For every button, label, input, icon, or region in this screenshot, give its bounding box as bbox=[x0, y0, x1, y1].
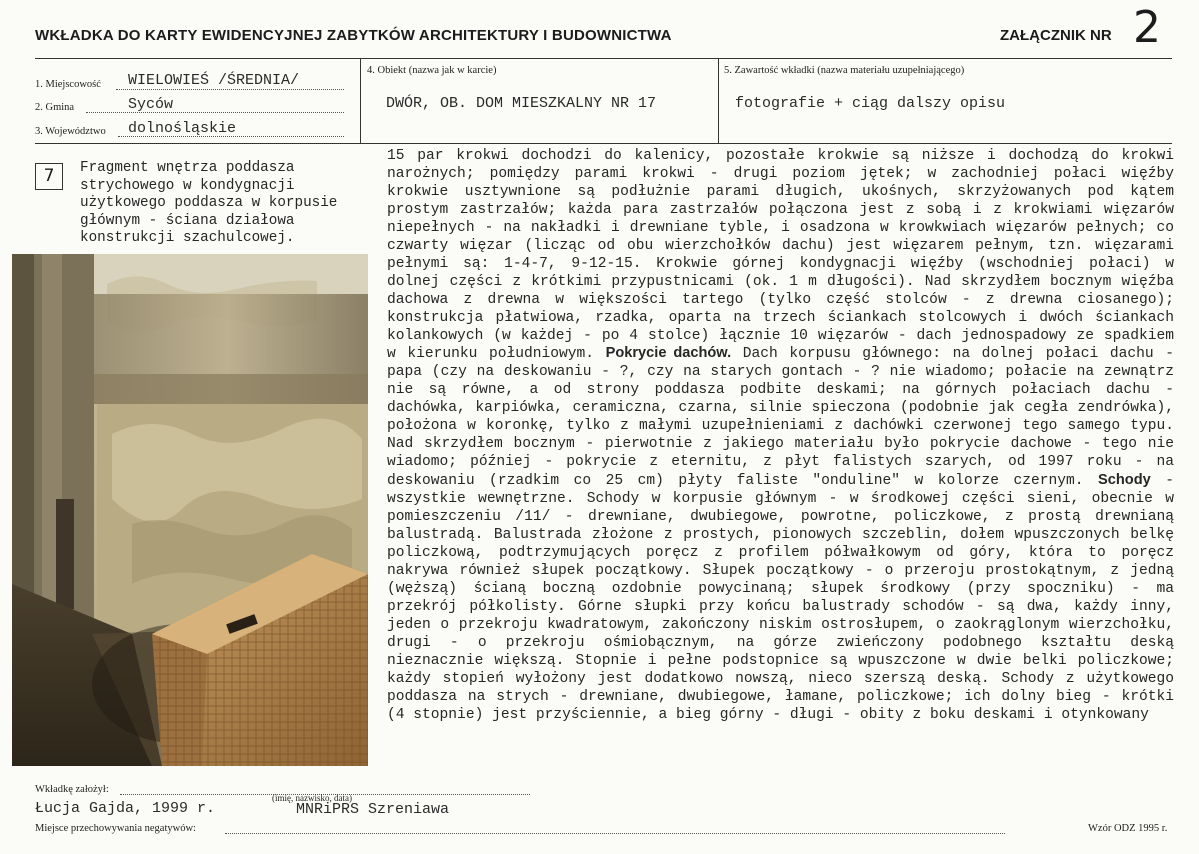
paragraph-rafters: 15 par krokwi dochodzi do kalenicy, pozostałe krokwie są niższe i dochodzą do krokwi narożnych; pomiędzy parami krokwi - drugi poziom jętek; w zachodniej połaci więźby krokwie usztywnione są podłużnie parami długich, ukośnych, skrzyżowanych pod kątem prostym zastrzałów; każda para zastrzałów połączona jest z sobą i z krokwiami więzarów niepełnych - na nakładki i drewniane tyble, i osadzona w krowkwiach więzarów pełnych; co czwarty więzar (licząc od obu wierzchołków dachu) jest więzarem pełnym, tzn. więzarami pełnymi są: 1-4-7, 9-12-15. Krokwie górnej kondygnacji więźby (wschodniej połaci) w dolnej części z krótkimi przypustnicami (ok. 1 m długości). Nad skrzydłem bocznym więźba dachowa z drewna w większości tartego (tylko część stolców - z drewna ciosanego); konstrukcja płatwiowa, rzadka, oparta na trzech ściankach stolcowych i dwóch ściankach kolankowych (w każdej - po 4 stolce) łącznie 10 więzarów - dach jednospadowy ze spadkiem w kierunku południowym. bbox=[387, 148, 1174, 363]
negatives-value: MNRiPRS Szreniawa bbox=[296, 801, 450, 818]
attachment-label: ZAŁĄCZNIK NR bbox=[1000, 27, 1112, 44]
paragraph-stairs: - wszystkie wewnętrzne. Schody w korpusie głównym - w środkowej części sieni, obecnie w pomieszczeniu /11/ - drewniane, dwubiegowe, powrotne, policzkowe, z prostą drewnianą balustradą. Balustrada złożone z prostych, pionowych szczeblin, dołem wpuszczonych belkę policzkową, podtrzymujących poręcz z profilem półwałkowym od góry, która to poręcz nakrywa również słupek początkowy. Słupek początkowy - o przeroju prostokątnym, z jedną (węższą) ścianą boczną ozdobnie powycinaną; słupek środkowy (przy spoczniku) - ma przekrój półkolisty. Górne słupki przy końcu balustrady schodów - są dwa, każdy inny, jeden o przekroju kwadratowym, zakończony niskim ostrosłupem, o zaokrąglonym wierzchołku, drugi - o przekroju ośmiobącznym, na górze zwieńczony podobnego kształtu deską nieznacznie większą. Stopnie i pełne podstopnice są wpuszczone w dwie belki policzkowe; każdy stopień wyłożony jest dodatkowo nowszą, nieco szerszą deską. Schody z użytkowego poddasza na strych - drewniane, dwubiegowe, łamane, policzkowe; ich dolny bieg - krótki (4 stopnie) jest przyściennie, a bieg górny - długi - obity z boku deskami i otynkowany bbox=[387, 473, 1174, 723]
author-hint: (imię, nazwisko, data) bbox=[272, 793, 352, 803]
heading-stairs: Schody bbox=[1098, 472, 1151, 489]
author-label: Wkładkę założył: bbox=[35, 784, 109, 795]
paragraph-roof-covering: Dach korpusu głównego: na dolnej połaci dachu - papa (czy na deskowaniu - ?, czy na starych gontach - ? nie wiadomo; połacie na zewnątrz nie są równe, a od strony poddasza podbite deskami; na górnych połaciach dachu - dachówka, karpiówka, ceramiczna, czarna, silnie spieczona (podobnie jak cegła zendrówka), położona w koronkę, tylko z małymi uzupełnieniami z dachówki czerwonej tego samego typu. Nad skrzydłem bocznym - pierwotnie z jakiego materiału było pokrycie dachowe - tego nie wiadomo; później - pokrycie z eternitu, z płyt falistych szarych, od 1997 roku - na deskowaniu (rzadkim co 25 cm) płyty faliste "onduline" w kolorze czernym. bbox=[387, 346, 1174, 490]
miejscowosc-value: WIELOWIEŚ /ŚREDNIA/ bbox=[128, 72, 300, 89]
wojewodztwo-value: dolnośląskie bbox=[128, 120, 237, 137]
negatives-label: Miejsce przechowywania negatywów: bbox=[35, 823, 196, 834]
form-code: Wzór ODZ 1995 r. bbox=[1088, 823, 1168, 834]
obiekt-value: DWÓR, OB. DOM MIESZKALNY NR 17 bbox=[386, 95, 657, 112]
gmina-value: Syców bbox=[128, 96, 174, 113]
heading-roof-covering: Pokrycie dachów. bbox=[605, 345, 732, 362]
form-title: WKŁADKA DO KARTY EWIDENCYJNEJ ZABYTKÓW ARCHITEKTURY I BUDOWNICTWA bbox=[35, 27, 672, 44]
attachment-number: 2 bbox=[1133, 2, 1161, 53]
description-continuation bbox=[387, 148, 1174, 725]
column-divider-1 bbox=[360, 59, 361, 143]
header-rule-bottom bbox=[35, 143, 1172, 144]
obiekt-label: 4. Obiekt (nazwa jak w karcie) bbox=[367, 65, 497, 76]
gmina-label: 2. Gmina bbox=[35, 102, 75, 113]
interior-photo bbox=[12, 254, 368, 766]
author-value: Łucja Gajda, 1999 r. bbox=[35, 800, 216, 817]
miejscowosc-line bbox=[116, 89, 344, 90]
zawartosc-label: 5. Zawartość wkładki (nazwa materiału uzupełniającego) bbox=[724, 65, 965, 76]
header-rule-top bbox=[35, 58, 1172, 59]
zawartosc-value: fotografie + ciąg dalszy opisu bbox=[735, 95, 1006, 112]
column-divider-2 bbox=[718, 59, 719, 143]
wojewodztwo-label: 3. Województwo bbox=[35, 126, 106, 137]
negatives-line bbox=[225, 833, 1005, 834]
gmina-line bbox=[86, 112, 344, 113]
miejscowosc-label: 1. Miejscowość bbox=[35, 79, 101, 90]
photo-number: 7 bbox=[35, 163, 63, 190]
photo-caption: Fragment wnętrza poddasza strychowego w kondygnacji użytkowego poddasza w korpusie głównym - ściana działowa konstrukcji szachulcowej. bbox=[80, 160, 338, 246]
